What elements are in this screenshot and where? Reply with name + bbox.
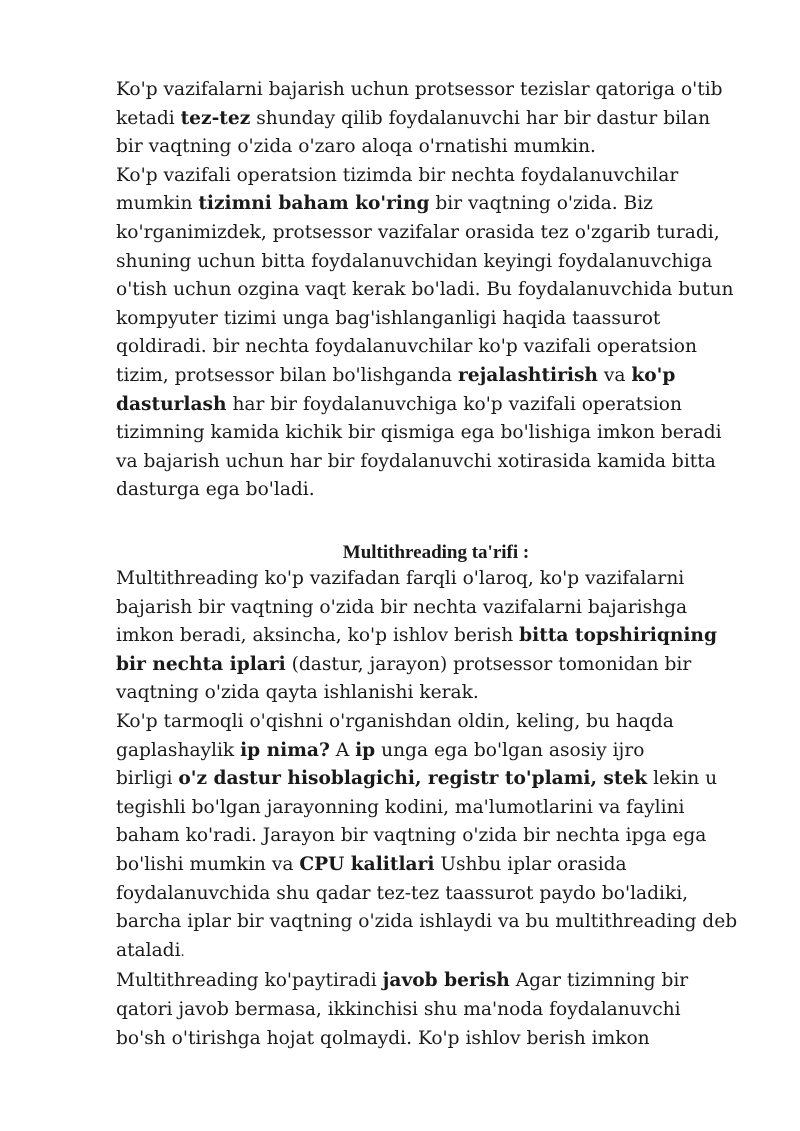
text-line: bir nechta iplari (dastur, jarayon) protsessor tomonidan bir xyxy=(116,653,692,675)
text-line: ataladi. xyxy=(116,939,185,961)
text-line: vaqtning o'zida qayta ishlanishi kerak. xyxy=(116,682,479,704)
text-line: tizim, protsessor bilan bo'lishganda rejalashtirish va ko'p xyxy=(116,364,676,386)
text-line: o'tish uchun ozgina vaqt kerak bo'ladi. Bu foydalanuvchida butun xyxy=(116,279,734,301)
text-line: bir vaqtning o'zida o'zaro aloqa o'rnatishi mumkin. xyxy=(116,136,596,158)
text-line: Ko'p tarmoqli o'qishni o'rganishdan oldin, keling, bu haqda xyxy=(116,710,674,732)
text-line: va bajarish uchun har bir foydalanuvchi xotirasida kamida bitta xyxy=(116,450,716,472)
section-heading: Multithreading ta'rifi : xyxy=(342,542,530,563)
paragraph-multithreading xyxy=(116,565,756,1053)
bold-term: ip nima? xyxy=(240,739,330,761)
text-line: barcha iplar bir vaqtning o'zida ishlaydi va bu multithreading deb xyxy=(116,911,738,933)
bold-term: o'z dastur hisoblagichi, registr to'plami, stek xyxy=(178,768,648,790)
text-line: foydalanuvchida shu qadar tez-tez taassurot paydo bo'ladiki, xyxy=(116,882,689,904)
text-line: gaplashaylik ip nima? A ip unga ega bo'lgan asosiy ijro xyxy=(116,739,645,761)
bold-term: rejalashtirish xyxy=(457,364,598,386)
text-line: shuning uchun bitta foydalanuvchidan keyingi foydalanuvchiga xyxy=(116,250,713,272)
bold-term: tez-tez xyxy=(180,107,251,129)
bold-term: ip xyxy=(355,739,376,761)
text-line: bajarish bir vaqtning o'zida bir nechta vazifalarni bajarishga xyxy=(116,596,688,618)
text-line: mumkin tizimni baham ko'ring bir vaqtning o'zida. Biz xyxy=(116,193,653,215)
text-line: ketadi tez-tez shunday qilib foydalanuvchi har bir dastur bilan xyxy=(116,107,711,129)
text-line: Ko'p vazifali operatsion tizimda bir nechta foydalanuvchilar xyxy=(116,164,679,186)
bold-term: ko'p xyxy=(631,364,676,386)
text-line: imkon beradi, aksincha, ko'p ishlov berish bitta topshiriqning xyxy=(116,625,717,647)
paragraph-multitasking xyxy=(116,76,756,505)
text-line: Ko'p vazifalarni bajarish uchun protsessor tezislar qatoriga o'tib xyxy=(116,79,723,100)
text-line: baham ko'radi. Jarayon bir vaqtning o'zida bir nechta ipga ega xyxy=(116,825,707,847)
bold-term: tizimni baham ko'ring xyxy=(198,193,430,215)
bold-term: javob berish xyxy=(382,970,510,992)
text-line: kompyuter tizimi unga bag'ishlanganligi haqida taassurot xyxy=(116,307,661,329)
text-line: bo'lishi mumkin va CPU kalitlari Ushbu iplar orasida xyxy=(116,853,627,875)
text-line: tizimning kamida kichik bir qismiga ega bo'lishiga imkon beradi xyxy=(116,422,722,444)
text-line: Multithreading ko'p vazifadan farqli o'laroq, ko'p vazifalarni xyxy=(116,568,685,589)
text-line: dasturlash har bir foydalanuvchiga ko'p vazifali operatsion xyxy=(116,393,682,415)
text-line: ko'rganimizdek, protsessor vazifalar orasida tez o'zgarib turadi, xyxy=(116,221,720,243)
text-line: Multithreading ko'paytiradi javob berish Agar tizimning bir xyxy=(116,970,689,992)
text-line: qatori javob bermasa, ikkinchisi shu ma'noda foydalanuvchi xyxy=(116,998,681,1020)
text-line: dasturga ega bo'ladi. xyxy=(116,479,315,501)
text-line: birligi o'z dastur hisoblagichi, registr to'plami, stek lekin u xyxy=(116,768,718,790)
bold-term: CPU kalitlari xyxy=(299,853,435,875)
text-line: tegishli bo'lgan jarayonning kodini, ma'lumotlarini va faylini xyxy=(116,796,685,818)
bold-term: bitta topshiriqning xyxy=(519,625,717,647)
text-line: bo'sh o'tirishga hojat qolmaydi. Ko'p ishlov berish imkon xyxy=(116,1027,650,1049)
bold-term: dasturlash xyxy=(116,393,227,415)
bold-term: bir nechta iplari xyxy=(116,653,286,675)
text-line: qoldiradi. bir nechta foydalanuvchilar ko'p vazifali operatsion xyxy=(116,336,697,358)
